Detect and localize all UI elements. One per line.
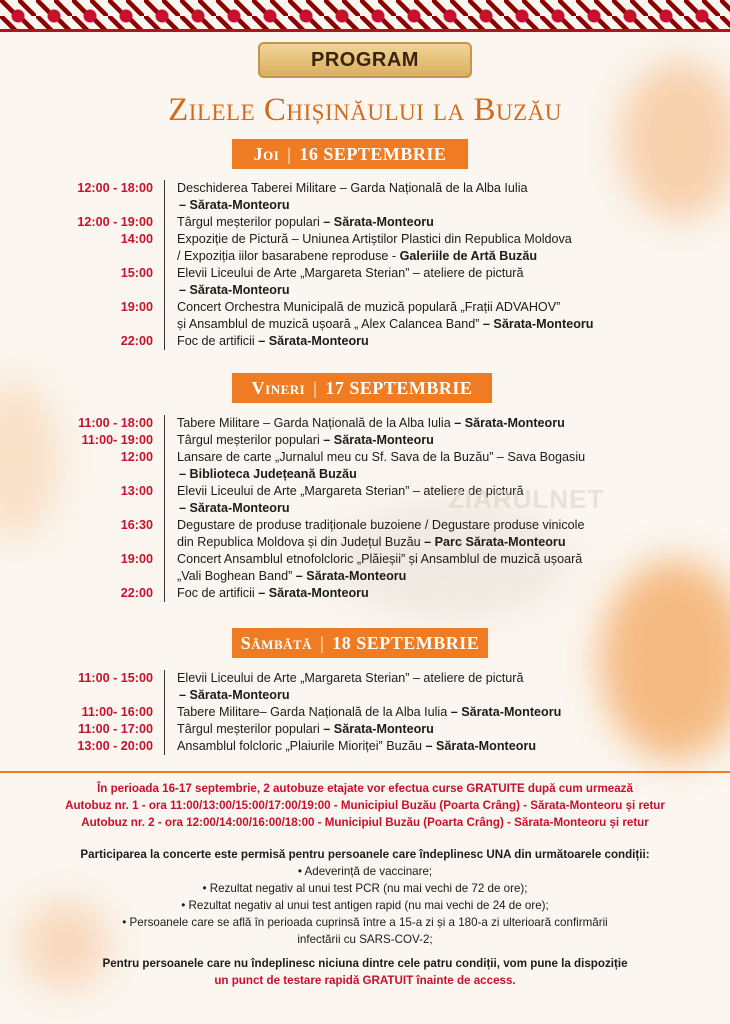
event-description bbox=[164, 517, 664, 534]
event-time: 14:00 bbox=[120, 232, 153, 246]
schedule-row bbox=[0, 316, 730, 333]
day-header-3 bbox=[232, 628, 488, 658]
condition-item: • Adeverință de vaccinare; bbox=[297, 865, 433, 878]
event-time: 16:30 bbox=[120, 518, 153, 532]
separator: | bbox=[320, 632, 325, 653]
divider bbox=[0, 771, 730, 773]
transport-info bbox=[0, 780, 730, 831]
conditions-intro: Participarea la concerte este permisă pentru persoanele care îndeplinesc UNA din următoarele condiții: bbox=[80, 848, 650, 861]
event-location: – Sărata-Monteoru bbox=[179, 501, 290, 515]
event-time: 11:00 - 17:00 bbox=[78, 722, 153, 736]
event-text: Degustare de produse tradiționale buzoiene / Degustare produse vinicole bbox=[177, 518, 585, 532]
event-location: – Sărata-Monteoru bbox=[179, 198, 290, 212]
schedule-row bbox=[0, 299, 730, 316]
schedule-row bbox=[0, 265, 730, 282]
event-text: Foc de artificii bbox=[177, 334, 259, 348]
footer-line-2: un punct de testare rapidă GRATUIT înainte de access. bbox=[214, 974, 516, 987]
schedule-row bbox=[0, 500, 730, 517]
event-text: Elevii Liceului de Arte „Margareta Sterian” – ateliere de pictură bbox=[177, 671, 524, 685]
day-header-2 bbox=[232, 373, 492, 403]
separator: | bbox=[313, 377, 318, 398]
event-time bbox=[0, 534, 164, 551]
event-description bbox=[164, 687, 664, 704]
schedule-row bbox=[0, 534, 730, 551]
schedule-row bbox=[0, 466, 730, 483]
schedule-row bbox=[0, 585, 730, 602]
event-description bbox=[164, 738, 664, 755]
event-text: Târgul meșterilor populari bbox=[177, 215, 324, 229]
event-text: Concert Orchestra Municipală de muzică populară „Frații ADVAHOV” bbox=[177, 300, 561, 314]
event-description bbox=[164, 585, 664, 602]
day-header-1 bbox=[232, 139, 468, 169]
program-label: PROGRAM bbox=[311, 48, 419, 71]
day-date: 17 SEPTEMBRIE bbox=[325, 377, 473, 398]
event-text: Lansare de carte „Jurnalul meu cu Sf. Sava de la Buzău” – Sava Bogasiu bbox=[177, 450, 586, 464]
condition-item: • Rezultat negativ al unui test PCR (nu mai vechi de 72 de ore); bbox=[202, 882, 528, 895]
event-time bbox=[0, 316, 164, 333]
event-description bbox=[164, 299, 664, 316]
schedule-row bbox=[0, 670, 730, 687]
event-location: Galeriile de Artă Buzău bbox=[399, 249, 538, 263]
event-time bbox=[0, 282, 164, 299]
event-text: Deschiderea Taberei Militare – Garda Națională de la Alba Iulia bbox=[177, 181, 528, 195]
condition-item: • Rezultat negativ al unui test antigen rapid (nu mai vechi de 24 de ore); bbox=[181, 899, 549, 912]
conditions-info bbox=[0, 846, 730, 948]
event-description bbox=[164, 282, 664, 299]
event-time: 11:00 - 18:00 bbox=[78, 416, 153, 430]
event-time: 11:00- 16:00 bbox=[81, 705, 153, 719]
condition-item: infectării cu SARS-COV-2; bbox=[297, 933, 433, 946]
event-text: și Ansamblul de muzică ușoară „ Alex Calancea Band” bbox=[177, 317, 483, 331]
watermark: ZIARULNET bbox=[448, 484, 605, 514]
schedule-row bbox=[0, 180, 730, 197]
event-description bbox=[164, 415, 664, 432]
day-schedule-2 bbox=[0, 415, 730, 602]
schedule-row bbox=[0, 415, 730, 432]
event-text: Tabere Militare – Garda Națională de la Alba Iulia bbox=[177, 416, 455, 430]
condition-item: • Persoanele care se află în perioada cuprinsă între a 15-a zi și a 180-a zi ulterioară confirmării bbox=[122, 916, 608, 929]
event-description bbox=[164, 449, 664, 466]
event-location: – Sărata-Monteoru bbox=[323, 215, 434, 229]
event-description bbox=[164, 704, 664, 721]
event-text: Concert Ansamblul etnofolcloric „Plăieșii” și Ansamblul de muzică ușoară bbox=[177, 552, 583, 566]
day-schedule-3 bbox=[0, 670, 730, 755]
event-time: 19:00 bbox=[120, 552, 153, 566]
event-description bbox=[164, 248, 664, 265]
event-location: – Sărata-Monteoru bbox=[450, 705, 562, 719]
day-date: 16 SEPTEMBRIE bbox=[299, 143, 447, 164]
program-banner bbox=[258, 42, 472, 78]
schedule-row bbox=[0, 483, 730, 500]
event-time: 12:00 - 19:00 bbox=[77, 215, 153, 229]
footer-line-1: Pentru persoanele care nu îndeplinesc niciuna dintre cele patru condiții, vom pune la dispoziție bbox=[102, 957, 628, 970]
schedule-row bbox=[0, 449, 730, 466]
day-name: Joi bbox=[253, 143, 280, 164]
event-time: 12:00 bbox=[120, 450, 153, 464]
schedule-row bbox=[0, 704, 730, 721]
event-text: Ansamblul folcloric „Plaiurile Mioriței” Buzău bbox=[177, 739, 426, 753]
event-time: 19:00 bbox=[120, 300, 153, 314]
event-description bbox=[164, 670, 664, 687]
day-name: Sâmbătă bbox=[240, 632, 313, 653]
event-description bbox=[164, 551, 664, 568]
event-description bbox=[164, 197, 664, 214]
schedule-row bbox=[0, 687, 730, 704]
event-location: – Sărata-Monteoru bbox=[323, 722, 434, 736]
schedule-row bbox=[0, 551, 730, 568]
event-description bbox=[164, 180, 664, 197]
day-schedule-1 bbox=[0, 180, 730, 350]
event-description bbox=[164, 265, 664, 282]
event-text: Expoziție de Pictură – Uniunea Artiștilor Plastici din Republica Moldova bbox=[177, 232, 572, 246]
transport-intro: În perioada 16-17 septembrie, 2 autobuze etajate vor efectua curse GRATUITE după cum urmează bbox=[97, 782, 633, 795]
event-text: Elevii Liceului de Arte „Margareta Sterian” – ateliere de pictură bbox=[177, 484, 524, 498]
event-time: 11:00- 19:00 bbox=[81, 433, 153, 447]
bus-1-schedule: Autobuz nr. 1 - ora 11:00/13:00/15:00/17:00/19:00 - Municipiul Buzău (Poarta Crâng) - Sărata-Monteoru și retur bbox=[65, 799, 665, 812]
day-date: 18 SEPTEMBRIE bbox=[332, 632, 480, 653]
event-location: – Sărata-Monteoru bbox=[482, 317, 594, 331]
event-location: – Sărata-Monteoru bbox=[425, 739, 537, 753]
event-description bbox=[164, 316, 664, 333]
schedule-row bbox=[0, 517, 730, 534]
event-description bbox=[164, 333, 664, 350]
event-location: – Sărata-Monteoru bbox=[323, 433, 434, 447]
schedule-row bbox=[0, 333, 730, 350]
event-location: – Sărata-Monteoru bbox=[258, 586, 369, 600]
event-location: – Sărata-Monteoru bbox=[454, 416, 565, 430]
schedule-row bbox=[0, 282, 730, 299]
event-text: „Vali Boghean Band” bbox=[177, 569, 296, 583]
schedule-row bbox=[0, 214, 730, 231]
event-time bbox=[0, 248, 164, 265]
event-time bbox=[0, 466, 164, 483]
event-text: Elevii Liceului de Arte „Margareta Sterian” – ateliere de pictură bbox=[177, 266, 524, 280]
event-location: – Sărata-Monteoru bbox=[179, 283, 290, 297]
separator: | bbox=[287, 143, 292, 164]
event-text: / Expoziția iilor basarabene reproduse - bbox=[177, 249, 400, 263]
event-description bbox=[164, 214, 664, 231]
event-text: Târgul meșterilor populari bbox=[177, 722, 324, 736]
event-location: – Sărata-Monteoru bbox=[295, 569, 407, 583]
schedule-row bbox=[0, 721, 730, 738]
schedule-row bbox=[0, 568, 730, 585]
event-time: 13:00 - 20:00 bbox=[77, 739, 153, 753]
schedule-row bbox=[0, 738, 730, 755]
event-time bbox=[0, 197, 164, 214]
event-text: Tabere Militare– Garda Națională de la Alba Iulia bbox=[177, 705, 451, 719]
event-description bbox=[164, 432, 664, 449]
event-location: – Sărata-Monteoru bbox=[258, 334, 369, 348]
event-description bbox=[164, 231, 664, 248]
event-time: 11:00 - 15:00 bbox=[78, 671, 153, 685]
bus-2-schedule: Autobuz nr. 2 - ora 12:00/14:00/16:00/18:00 - Municipiul Buzău (Poarta Crâng) - Sărata-Monteoru și retur bbox=[81, 816, 649, 829]
day-name: Vineri bbox=[251, 377, 306, 398]
event-time bbox=[0, 500, 164, 517]
event-location: – Biblioteca Județeană Buzău bbox=[179, 467, 357, 481]
event-text: Foc de artificii bbox=[177, 586, 259, 600]
footer-note bbox=[0, 955, 730, 989]
event-location: – Sărata-Monteoru bbox=[179, 688, 290, 702]
event-time: 13:00 bbox=[120, 484, 153, 498]
event-description bbox=[164, 721, 664, 738]
event-time: 15:00 bbox=[120, 266, 153, 280]
event-time: 22:00 bbox=[120, 586, 153, 600]
schedule-row bbox=[0, 197, 730, 214]
event-time bbox=[0, 687, 164, 704]
schedule-row bbox=[0, 248, 730, 265]
event-description bbox=[164, 466, 664, 483]
schedule-row bbox=[0, 231, 730, 248]
page-title: Zilele Chișinăului la Buzău bbox=[168, 92, 562, 128]
event-time: 12:00 - 18:00 bbox=[77, 181, 153, 195]
event-time: 22:00 bbox=[120, 334, 153, 348]
folk-embroidery-border bbox=[0, 0, 730, 32]
event-text: Târgul meșterilor populari bbox=[177, 433, 324, 447]
event-time bbox=[0, 568, 164, 585]
event-location: – Parc Sărata-Monteoru bbox=[424, 535, 566, 549]
event-description bbox=[164, 534, 664, 551]
event-description bbox=[164, 568, 664, 585]
schedule-row bbox=[0, 432, 730, 449]
event-text: din Republica Moldova și din Județul Buzău bbox=[177, 535, 425, 549]
